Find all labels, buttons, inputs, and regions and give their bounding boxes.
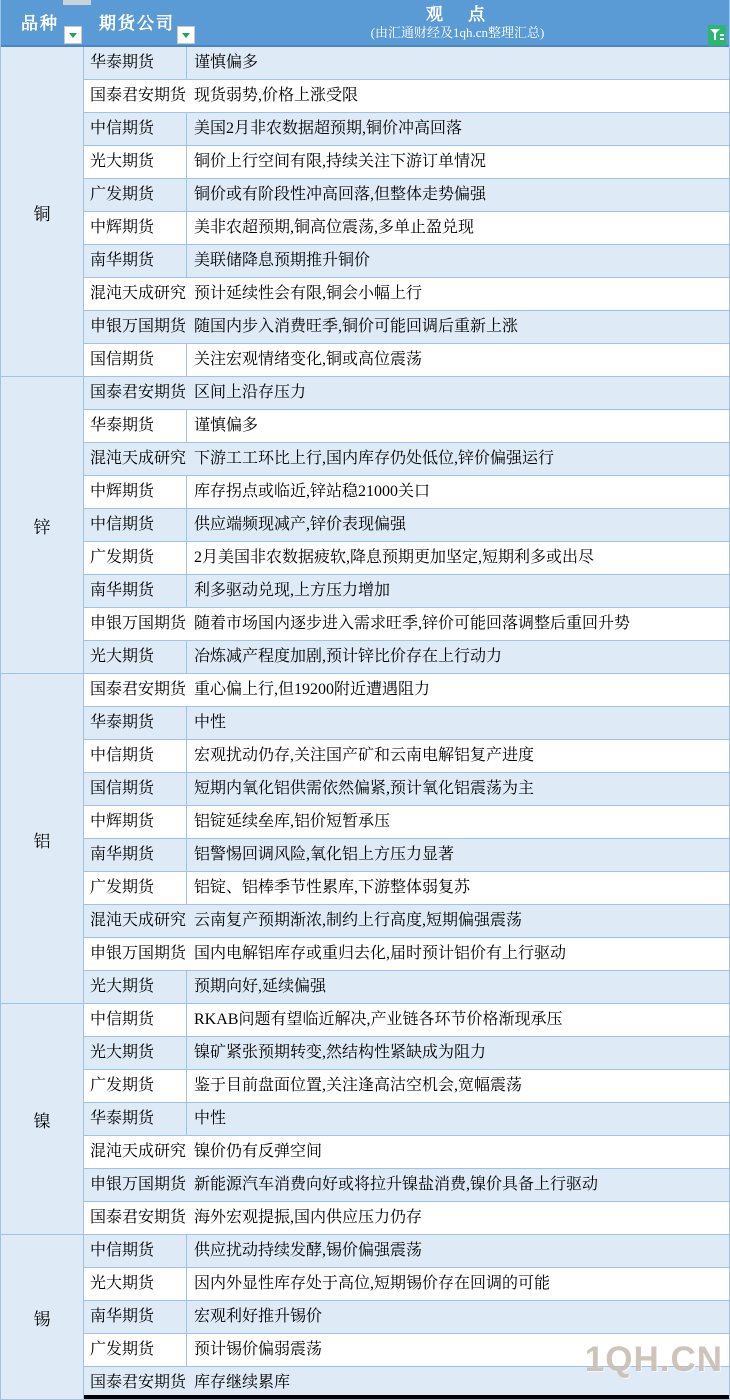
company-filter-button[interactable] (177, 26, 195, 44)
opinion-row (84, 146, 729, 179)
company-cell: 华泰期货 (90, 1110, 155, 1127)
opinion-row (84, 113, 729, 146)
view-cell: 云南复产预期渐浓,制约上行高度,短期偏强震荡 (194, 912, 523, 929)
company-cell: 国泰君安期货 (90, 384, 187, 401)
variety-column-label: 品种 (21, 14, 59, 33)
view-cell: 中性 (186, 707, 729, 739)
company-cell: 中信期货 (90, 120, 155, 137)
commodity-section (1, 377, 729, 674)
opinion-row (84, 476, 729, 509)
opinion-row (84, 674, 729, 707)
filter-funnel-dash (720, 34, 724, 36)
opinion-row (84, 905, 729, 938)
opinion-row (84, 872, 729, 905)
opinion-row (84, 278, 729, 311)
view-cell: 库存继续累库 (194, 1374, 291, 1391)
company-cell: 中信期货 (90, 516, 155, 533)
variety-cell: 锡 (1, 1235, 84, 1400)
company-cell: 申银万国期货 (90, 318, 187, 335)
company-cell: 光大期货 (90, 153, 155, 170)
company-cell: 广发期货 (90, 549, 155, 566)
company-cell: 光大期货 (90, 1275, 155, 1292)
section-rows (84, 674, 729, 1004)
company-cell: 广发期货 (90, 1077, 155, 1094)
opinion-row (84, 1268, 729, 1301)
view-cell: 2月美国非农数据疲软,降息预期更加坚定,短期利多或出尽 (186, 542, 729, 574)
view-cell: 镍价仍有反弹空间 (194, 1143, 323, 1160)
opinion-row (84, 938, 729, 971)
view-cell: 供应端频现减产,锌价表现偏强 (186, 509, 729, 541)
company-cell: 中信期货 (90, 1242, 155, 1259)
opinion-row (84, 377, 729, 410)
view-cell: 利多驱动兑现,上方压力增加 (186, 575, 729, 607)
opinion-row (84, 410, 729, 443)
opinion-row (84, 971, 729, 1004)
company-cell: 华泰期货 (90, 417, 155, 434)
view-cell: 新能源汽车消费向好或将拉升镍盐消费,镍价具备上行驱动 (194, 1176, 599, 1193)
view-cell: 海外宏观提振,国内供应压力仍存 (194, 1209, 423, 1226)
commodity-section (1, 47, 729, 377)
view-cell: 随着市场国内逐步进入需求旺季,锌价可能回落调整后重回升势 (194, 615, 631, 632)
view-cell: 铝锭延续垒库,铝价短暂承压 (186, 806, 729, 838)
company-cell: 中辉期货 (90, 813, 155, 830)
company-cell: 华泰期货 (90, 714, 155, 731)
company-cell: 申银万国期货 (90, 615, 187, 632)
variety-filter-button[interactable] (64, 26, 82, 44)
company-cell: 混沌天成研究 (90, 912, 187, 929)
company-column-label: 期货公司 (99, 14, 175, 33)
table-header (1, 0, 729, 47)
view-cell: 预期向好,延续偏强 (186, 971, 729, 1003)
view-cell: 铜价或有阶段性冲高回落,但整体走势偏强 (186, 179, 729, 211)
section-rows (84, 47, 729, 377)
view-cell: 下游工工环比上行,国内库存仍处低位,锌价偏强运行 (194, 450, 555, 467)
section-rows (84, 377, 729, 674)
opinion-row (84, 443, 729, 476)
company-cell: 国泰君安期货 (90, 1374, 187, 1391)
view-cell: 中性 (186, 1103, 729, 1135)
view-cell: 谨慎偏多 (186, 410, 729, 442)
opinion-row (84, 1037, 729, 1070)
company-cell: 申银万国期货 (90, 1176, 187, 1193)
table-bottom-border (84, 1395, 729, 1399)
opinion-row (84, 641, 729, 674)
opinion-row (84, 707, 729, 740)
view-column-subtitle: (由汇通财经及1qh.cn整理汇总) (370, 25, 545, 41)
view-cell: 国内电解铝库存或重归去化,届时预计铝价有上行驱动 (194, 945, 567, 962)
variety-cell: 铜 (1, 47, 84, 377)
opinion-row (84, 80, 729, 113)
company-cell: 国信期货 (90, 780, 155, 797)
company-cell: 南华期货 (90, 1308, 155, 1325)
opinion-row (84, 47, 729, 80)
company-cell: 混沌天成研究 (90, 450, 187, 467)
opinion-row (84, 1004, 729, 1037)
opinion-row (84, 179, 729, 212)
company-cell: 国泰君安期货 (90, 1209, 187, 1226)
opinion-row (84, 773, 729, 806)
company-cell: 光大期货 (90, 648, 155, 665)
opinion-row (84, 245, 729, 278)
view-cell: 区间上沿存压力 (194, 384, 307, 401)
variety-cell: 锌 (1, 377, 84, 674)
view-cell: 鉴于目前盘面位置,关注逢高沽空机会,宽幅震荡 (186, 1070, 729, 1102)
company-cell: 国信期货 (90, 351, 155, 368)
view-cell: 宏观扰动仍存,关注国产矿和云南电解铝复产进度 (186, 740, 729, 772)
view-cell: 预计锡价偏弱震荡 (186, 1334, 729, 1366)
opinion-row (84, 1301, 729, 1334)
variety-cell: 铝 (1, 674, 84, 1004)
company-cell: 中信期货 (90, 1011, 155, 1028)
opinion-row (84, 839, 729, 872)
view-cell: 冶炼减产程度加剧,预计锌比价存在上行动力 (186, 641, 729, 673)
company-cell: 国泰君安期货 (90, 87, 187, 104)
caret-down-icon (69, 33, 77, 38)
header-cell-company (84, 0, 186, 45)
view-cell: 铝警惕回调风险,氧化铝上方压力显著 (186, 839, 729, 871)
header-cell-view (186, 0, 729, 45)
opinion-row (84, 509, 729, 542)
company-cell: 混沌天成研究 (90, 285, 187, 302)
opinion-row (84, 212, 729, 245)
company-cell: 中辉期货 (90, 483, 155, 500)
company-cell: 广发期货 (90, 186, 155, 203)
opinion-row (84, 1070, 729, 1103)
view-cell: 美联储降息预期推升铜价 (186, 245, 729, 277)
view-cell: 关注宏观情绪变化,铜或高位震荡 (186, 344, 729, 376)
opinion-row (84, 344, 729, 377)
opinion-row (84, 608, 729, 641)
view-cell: 宏观利好推升锡价 (186, 1301, 729, 1333)
table-body (1, 47, 729, 1400)
opinion-row (84, 311, 729, 344)
section-rows (84, 1004, 729, 1235)
company-cell: 光大期货 (90, 978, 155, 995)
opinion-row (84, 575, 729, 608)
view-cell: 重心偏上行,但19200附近遭遇阻力 (194, 681, 431, 698)
view-cell: 短期内氧化铝供需依然偏紧,预计氧化铝震荡为主 (186, 773, 729, 805)
variety-cell: 镍 (1, 1004, 84, 1235)
company-cell: 中辉期货 (90, 219, 155, 236)
view-cell: 供应扰动持续发酵,锡价偏强震荡 (186, 1235, 729, 1267)
view-cell: 美国2月非农数据超预期,铜价冲高回落 (186, 113, 729, 145)
company-cell: 广发期货 (90, 879, 155, 896)
company-cell: 华泰期货 (90, 54, 155, 71)
opinion-row (84, 1103, 729, 1136)
view-cell: RKAB问题有望临近解决,产业链各环节价格渐现承压 (186, 1004, 729, 1036)
company-cell: 中信期货 (90, 747, 155, 764)
commodity-section (1, 674, 729, 1004)
company-cell: 国泰君安期货 (90, 681, 187, 698)
opinion-row (84, 542, 729, 575)
company-cell: 广发期货 (90, 1341, 155, 1358)
caret-down-icon (182, 33, 190, 38)
opinion-row (84, 1235, 729, 1268)
opinion-row (84, 740, 729, 773)
company-cell: 南华期货 (90, 252, 155, 269)
watermark: 1QH.CN (584, 1340, 723, 1379)
view-cell: 现货弱势,价格上涨受限 (194, 87, 359, 104)
view-cell: 铜价上行空间有限,持续关注下游订单情况 (186, 146, 729, 178)
company-cell: 申银万国期货 (90, 945, 187, 962)
view-cell: 美非农超预期,铜高位震荡,多单止盈兑现 (186, 212, 729, 244)
company-cell: 光大期货 (90, 1044, 155, 1061)
commodity-section (1, 1004, 729, 1235)
opinion-row (84, 1202, 729, 1235)
view-cell: 铝锭、铝棒季节性累库,下游整体弱复苏 (186, 872, 729, 904)
view-cell: 预计延续性会有限,铜会小幅上行 (194, 285, 423, 302)
view-cell: 库存拐点或临近,锌站稳21000关口 (186, 476, 729, 508)
table-filter-button[interactable] (708, 25, 726, 46)
opinion-row (84, 1169, 729, 1202)
filter-funnel-dash (720, 38, 724, 40)
view-cell: 因内外显性库存处于高位,短期锡价存在回调的可能 (186, 1268, 729, 1300)
company-cell: 混沌天成研究 (90, 1143, 187, 1160)
top-edge-artifact (63, 0, 91, 5)
opinion-row (84, 806, 729, 839)
filter-funnel-stem (714, 33, 716, 40)
view-cell: 镍矿紧张预期转变,然结构性紧缺成为阻力 (186, 1037, 729, 1069)
company-cell: 南华期货 (90, 582, 155, 599)
view-column-title: 观 点 (426, 5, 489, 24)
company-cell: 南华期货 (90, 846, 155, 863)
opinion-row (84, 1136, 729, 1169)
view-cell: 谨慎偏多 (186, 47, 729, 79)
view-cell: 随国内步入消费旺季,铜价可能回调后重新上涨 (194, 318, 519, 335)
